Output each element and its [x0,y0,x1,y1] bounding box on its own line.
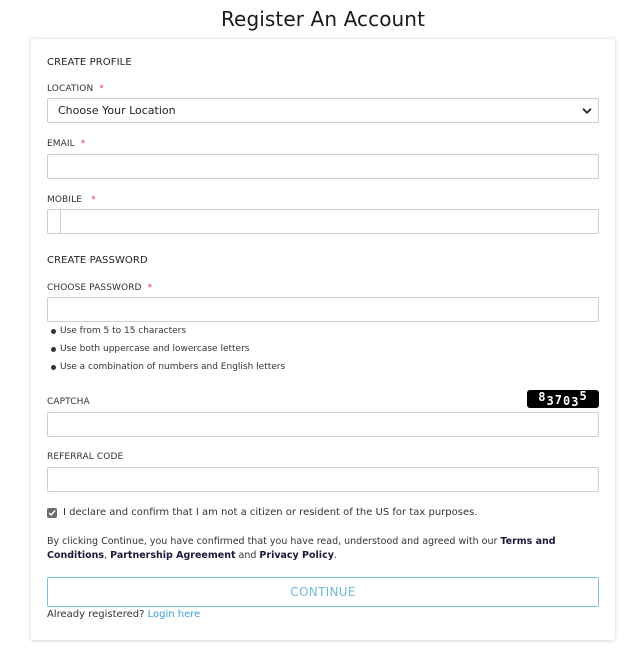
mobile-field[interactable] [47,209,599,234]
choose-password-label [47,283,152,293]
required-mark: * [147,283,153,293]
password-rule [51,362,285,372]
captcha-digit: 3 [571,395,580,409]
already-registered-text: Already registered? [47,609,145,620]
password-rule-text: Use both uppercase and lowercase letters [60,344,250,354]
required-mark: * [90,195,96,205]
email-field[interactable] [47,154,599,179]
required-mark: * [80,139,86,149]
create-password-heading: CREATE PASSWORD [47,255,148,266]
captcha-digit: 7 [554,393,563,407]
captcha-digit: 8 [538,390,547,404]
location-select[interactable] [47,98,599,123]
already-registered [47,609,200,620]
mobile-label [47,195,96,205]
bullet-icon [51,347,56,352]
continue-button[interactable]: CONTINUE [47,577,599,607]
page-title: Register An Account [220,7,426,31]
required-mark: * [99,84,104,94]
mobile-label-text: MOBILE [47,195,82,205]
choose-password-label-text: CHOOSE PASSWORD [47,283,142,293]
checkmark-icon [48,509,56,517]
referral-code-label: REFERRAL CODE [47,452,124,462]
us-declaration-text: I declare and confirm that I am not a citizen or resident of the US for tax purposes. [63,507,478,518]
location-select-value: Choose Your Location [58,104,176,117]
email-label [47,139,85,149]
password-rule-text: Use from 5 to 15 characters [60,326,187,336]
password-rule [51,344,249,354]
captcha-digit: 3 [546,394,555,408]
legal-suffix: . [333,550,337,561]
password-rule [51,326,186,336]
register-form-card [31,39,615,640]
bullet-icon [51,329,56,334]
password-rule-text: Use a combination of numbers and English letters [60,362,286,372]
create-profile-heading: CREATE PROFILE [47,57,132,68]
legal-separator: and [235,550,260,561]
terms-link[interactable]: Terms and Conditions [47,536,556,561]
location-label [47,84,104,94]
us-declaration-checkbox[interactable] [47,508,57,518]
email-label-text: EMAIL [47,139,75,149]
login-link[interactable]: Login here [147,609,201,620]
legal-separator: , [104,550,111,561]
bullet-icon [51,365,56,370]
captcha-image[interactable] [527,390,599,408]
legal-prefix: By clicking Continue, you have confirmed that you have read, understood and agreed with our [47,536,501,547]
captcha-digit: 5 [579,389,588,403]
location-label-text: LOCATION [47,84,94,94]
captcha-digit: 0 [563,394,572,408]
referral-code-field[interactable] [47,467,599,492]
password-field[interactable] [47,297,599,322]
country-code-selector[interactable] [48,210,61,233]
privacy-policy-link[interactable]: Privacy Policy [259,550,334,561]
captcha-field[interactable] [47,412,599,437]
captcha-label: CAPTCHA [47,397,90,407]
legal-agreement-text [47,535,607,563]
chevron-down-icon [581,105,593,117]
partnership-agreement-link[interactable]: Partnership Agreement [110,550,236,561]
